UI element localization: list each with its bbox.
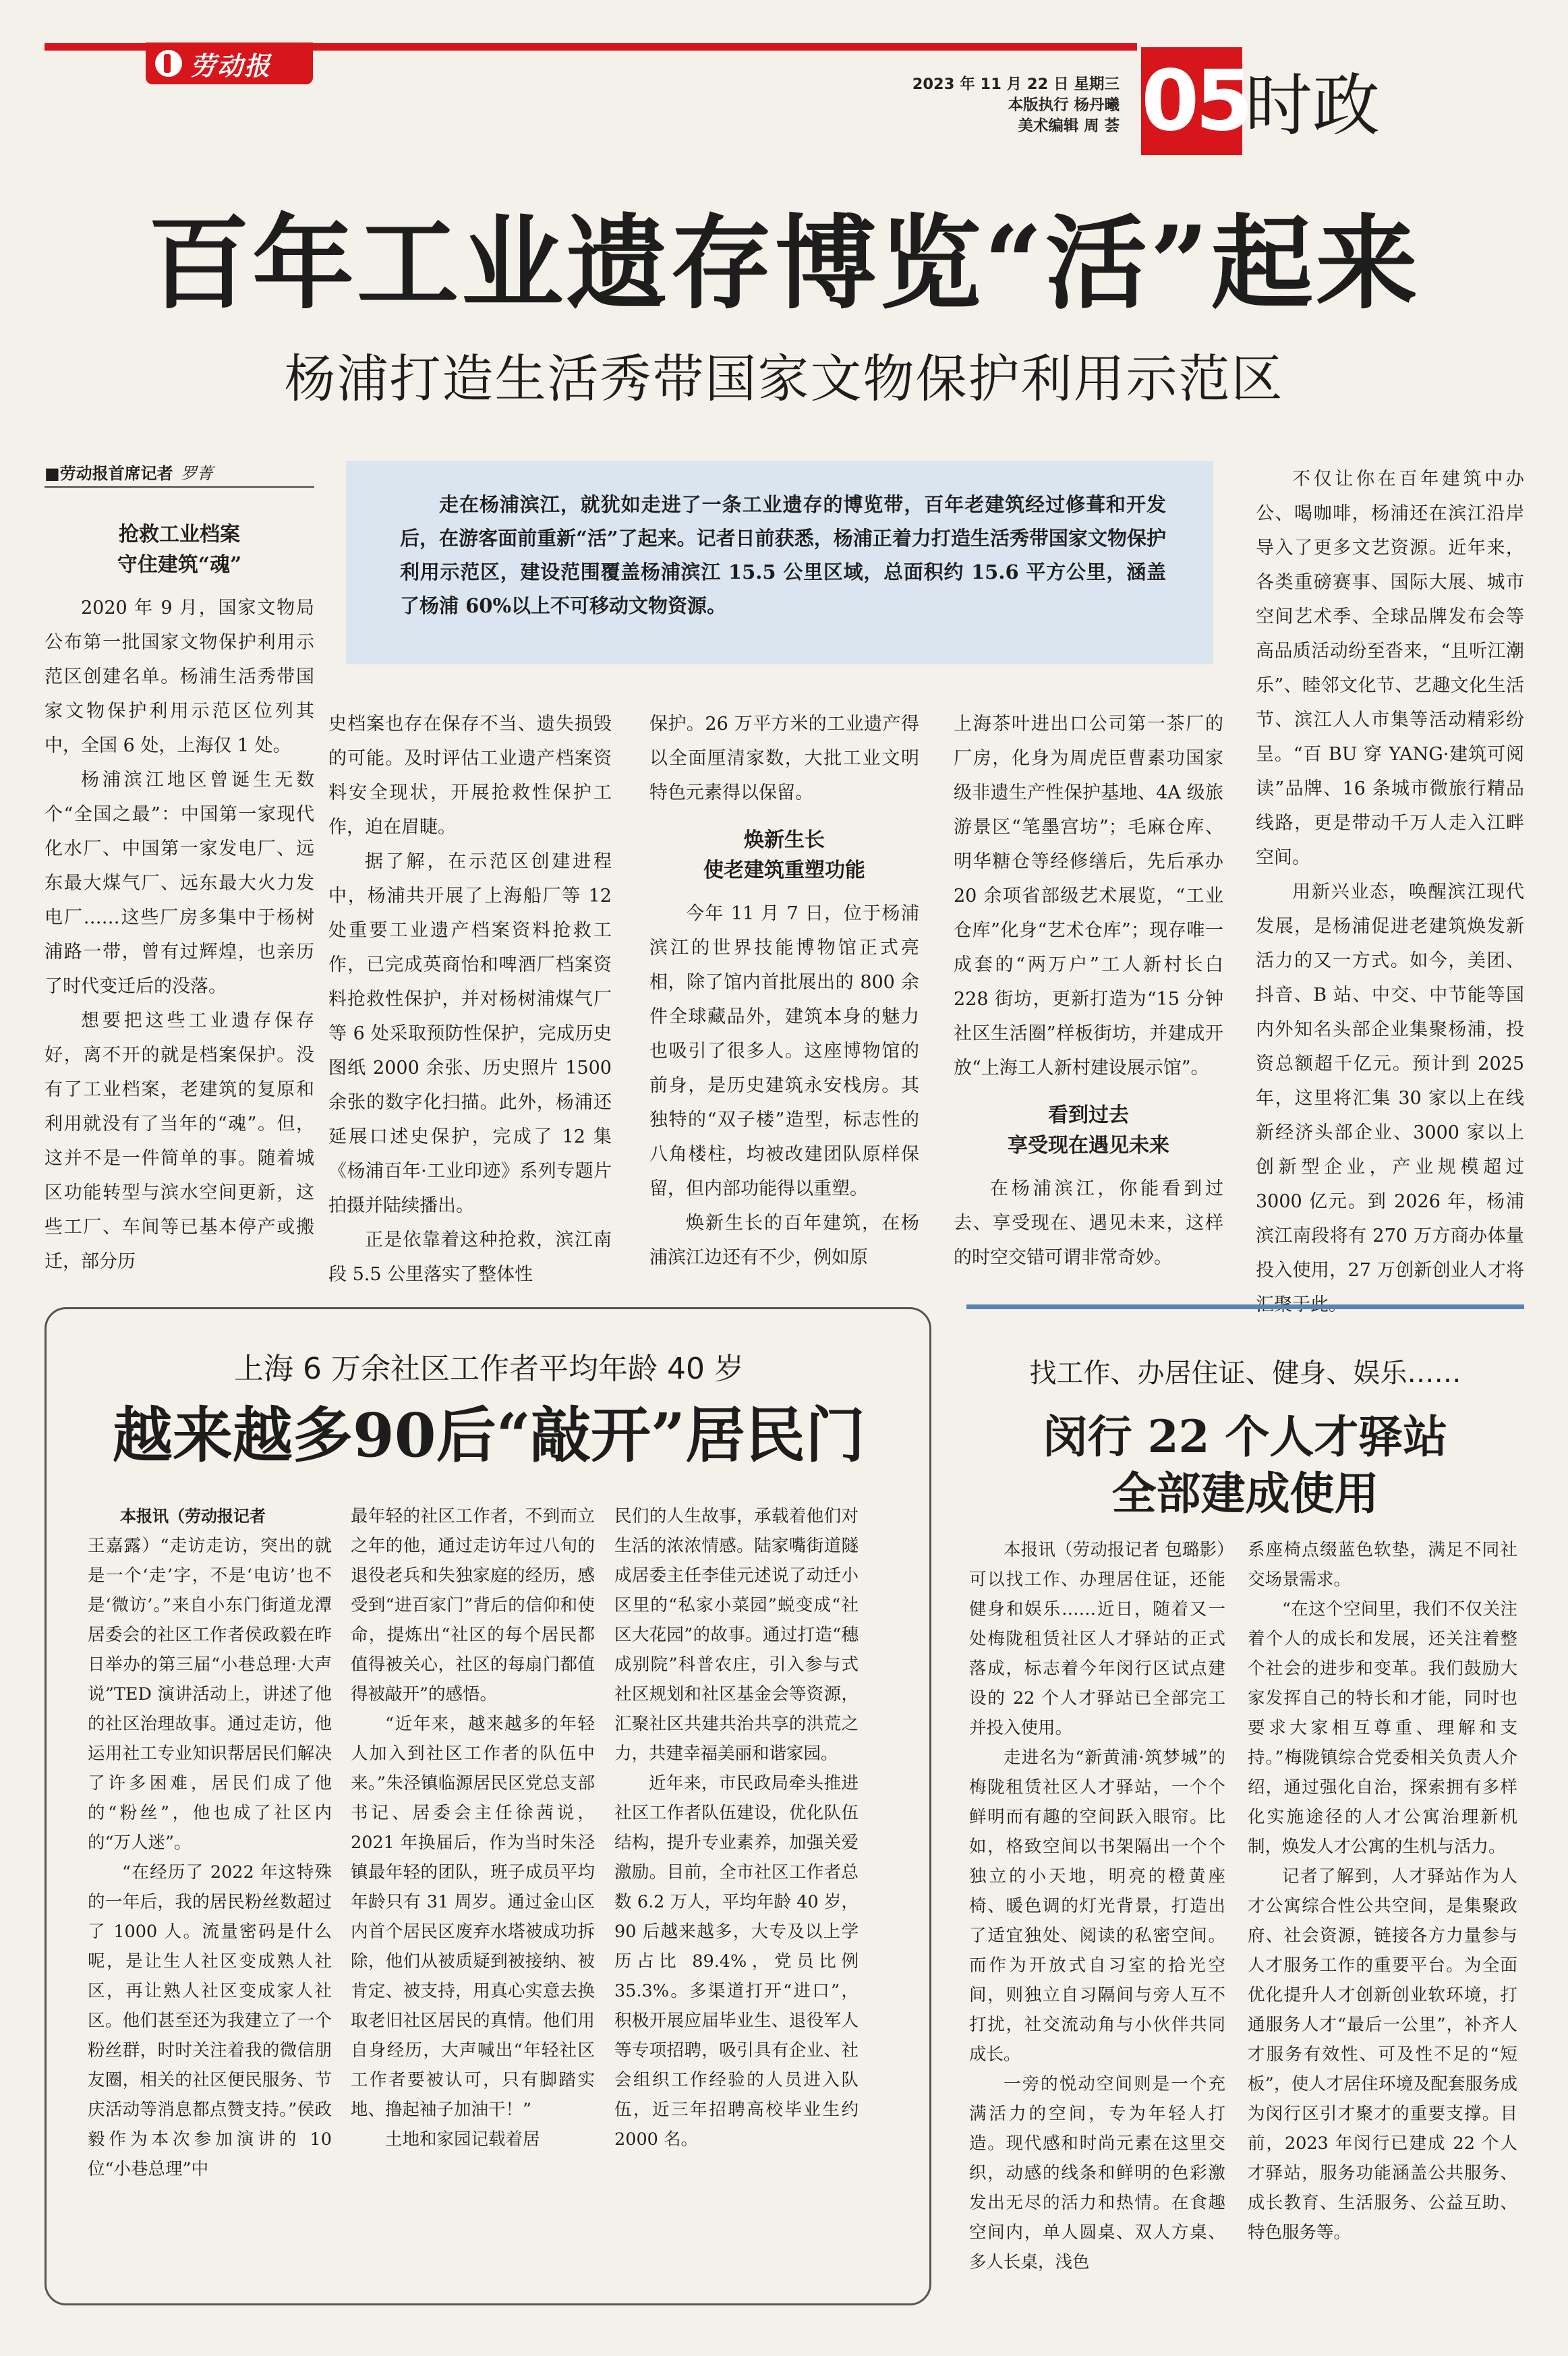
paragraph: 焕新生长的百年建筑，在杨浦滨江边还有不少，例如原 (649, 1213, 919, 1268)
paragraph: 近年来，市民政局牵头推进社区工作者队伍建设，优化队伍结构，提升专业素养，加强关爱激励。目前，全市社区工作者总数 6.2 万人，平均年龄 40 岁，90 后越来越多，大专及以上学历占比 89.4%，党员比例 35.3%。多渠道打开“进口”，积极开展应届毕业生、退役军人等专项招聘，吸引具有企业、社会组织工作经验的人员进入队伍，近三年招聘高校毕业生约 2000 名。 (614, 1773, 859, 2150)
art-editor: 美术编辑 周 荟 (1018, 117, 1120, 135)
paragraph: 在杨浦滨江，你能看到过去、享受现在、遇见未来，这样的时空交错可谓非常奇妙。 (954, 1178, 1223, 1268)
paragraph: 土地和家园记载着居 (385, 2129, 540, 2150)
paragraph: 正是依靠着这种抢救，滨江南段 5.5 公里落实了整体性 (328, 1230, 612, 1285)
col1-subhead: 抢救工业档案 守住建筑“魂” (117, 523, 242, 577)
paragraph: 王嘉露）“走访走访，突出的就是一个‘走’字，不是‘电访’也不是‘微访’。”来自小东门街道龙潭居委会的社区工作者侯政毅在昨日举办的第三届“小巷总理·大声说”TED 演讲活动上，讲述了他的社区治理故事。通过走访，他运用社工专业知识帮居民们解决了许多困难，居民们成了他的“粉丝”，他也成了社区内的“万人迷”。 (88, 1536, 332, 1853)
byline-name: 罗菁 (180, 464, 213, 483)
subheadline: 杨浦打造生活秀带国家文物保护利用示范区 (284, 349, 1284, 409)
date: 2023 年 11 月 22 日 星期三 (912, 76, 1120, 93)
headline: 百年工业遗存博览“活”起来 (148, 203, 1420, 323)
paragraph: 一旁的悦动空间则是一个充满活力的空间，专为年轻人打造。现代感和时尚元素在这里交织，动感的线条和鲜明的色彩激发出无尽的活力和热情。在食趣空间内，单人圆桌、双人方桌、多人长桌，浅色 (969, 2074, 1225, 2272)
paragraph: “在这个空间里，我们不仅关注着个人的成长和发展，还关注着整个社会的进步和变革。我们鼓励大家发挥自己的特长和才能，同时也要求大家相互尊重、理解和支持。”梅陇镇综合党委相关负责人介绍，通过强化自治，探索拥有多样化实施途径的人才公寓治理新机制，焕发人才公寓的生机与活力。 (1248, 1599, 1517, 1857)
header-info (897, 74, 1120, 137)
story3-title: 闵行 22 个人才驿站 全部建成使用 (1043, 1410, 1448, 1520)
paper-name: 劳动报 (190, 50, 272, 81)
paragraph: 记者了解到，人才驿站作为人才公寓综合性公共空间，是集聚政府、社会资源，链接各方力量参与人才服务工作的重要平台。为全面优化提升人才创新创业软环境，打通服务人才“最后一公里”，补齐人才服务有效性、可及性不足的“短板”，使人才居住环境及配套服务成为闵行区引才聚才的重要支撑。目前，2023 年闵行已建成 22 个人才驿站，服务功能涵盖公共服务、成长教育、生活服务、公益互助、特色服务等。 (1248, 1866, 1517, 2243)
paragraph: 系座椅点缀蓝色软垫，满足不同社交场景需求。 (1248, 1540, 1517, 1590)
paragraph: 本报讯（劳动报记者 包璐影）可以找工作、办理居住证，还能健身和娱乐……近日，随着又一处梅陇租赁社区人才驿站的正式落成，标志着今年闵行区试点建设的 22 个人才驿站已全部完工并投入使用。 (969, 1540, 1225, 1738)
lead-box (346, 461, 1213, 664)
page-number: 05 (1141, 47, 1242, 155)
paragraph: “在经历了 2022 年这特殊的一年后，我的居民粉丝数超过了 1000 人。流量密码是什么呢，是让生人社区变成熟人社区，再让熟人社区变成家人社区。他们甚至还为我建立了一个粉丝群，时时关注着我的微信朋友圈，相关的社区便民服务、节庆活动等消息都点赞支持。”侯政毅作为本次参加演讲的 10 位“小巷总理”中 (88, 1862, 332, 2179)
lead-text: 走在杨浦滨江，就犹如走进了一条工业遗存的博览带，百年老建筑经过修葺和开发后，在游客面前重新“活”了起来。记者日前获悉，杨浦正着力打造生活秀带国家文物保护利用示范区，建设范围覆盖杨浦滨江 15.5 公里区域，总面积约 15.6 平方公里，涵盖了杨浦 60%以上不可移动文物资源。 (400, 493, 1166, 617)
paragraph: 据了解，在示范区创建进程中，杨浦共开展了上海船厂等 12 处重要工业遗产档案资料抢救工作，已完成英商怡和啤酒厂档案资料抢救性保护，并对杨树浦煤气厂等 6 处采取预防性保护，完成历史图纸 2000 余张、历史照片 1500 余张的数字化扫描。此外，杨浦还延展口述史保护，完成了 12 集《杨浦百年·工业印迹》系列专题片拍摄并陆续播出。 (328, 851, 612, 1216)
story1-col5 (1256, 462, 1524, 1322)
story1-col4 (954, 707, 1223, 1275)
paragraph: 保护。26 万平方米的工业遗产得以全面厘清家数，大批工业文明特色元素得以保留。 (649, 714, 919, 803)
story2-kicker: 上海 6 万余社区工作者平均年龄 40 岁 (234, 1352, 744, 1386)
col3-subhead: 焕新生长 使老建筑重塑功能 (703, 828, 865, 882)
story2-col2 (351, 1501, 595, 2154)
section-name: 时政 (1245, 66, 1380, 145)
paragraph: 史档案也存在保存不当、遗失损毁的可能。及时评估工业遗产档案资料安全现状，开展抢救性保护工作，迫在眉睫。 (328, 714, 612, 838)
story2-col1 (88, 1501, 332, 2184)
story3-col1 (969, 1535, 1225, 2277)
paragraph: 想要把这些工业遗存保存好，离不开的就是档案保护。没有了工业档案，老建筑的复原和利用就没有了当年的“魂”。但，这并不是一件简单的事。随着城区功能转型与滨水空间更新，这些工厂、车间等已基本停产或搬迁，部分历 (45, 1010, 314, 1272)
paragraph: 今年 11 月 7 日，位于杨浦滨江的世界技能博物馆正式亮相，除了馆内首批展出的 800 余件全球藏品外，建筑本身的魅力也吸引了很多人。这座博物馆的前身，是历史建筑永安栈房。其独特的“双子楼”造型，标志性的八角楼柱，均被改建团队原样保留，但内部功能得以重塑。 (649, 903, 919, 1199)
story3-col2 (1248, 1535, 1517, 2247)
col4-subhead: 看到过去 享受现在遇见未来 (1008, 1103, 1169, 1157)
story1-col3 (649, 707, 919, 1275)
story1-col2 (328, 707, 612, 1292)
story3-top-rule (966, 1304, 1524, 1309)
story3-kicker: 找工作、办居住证、健身、娱乐…… (1029, 1358, 1461, 1389)
paragraph: 上海茶叶进出口公司第一茶厂的厂房，化身为周虎臣曹素功国家级非遗生产性保护基地、4A 级旅游景区“笔墨宫坊”；毛麻仓库、明华糖仓等经修缮后，先后承办 20 余项省部级艺术展览，“工业仓库”化身“艺术仓库”；现存唯一成套的“两万户”工人新村长白 228 街坊，更新打造为“15 分钟社区生活圈”样板街坊，并建成开放“上海工人新村建设展示馆”。 (954, 714, 1223, 1079)
story1-col1 (45, 506, 314, 1279)
paragraph: 最年轻的社区工作者，不到而立之年的他，通过走访年过八旬的退役老兵和失独家庭的经历，感受到“进百家门”背后的信仰和使命，提炼出“社区的每个居民都值得被关心，社区的每扇门都值得被敲开”的感悟。 (351, 1506, 595, 1704)
paragraph: 2020 年 9 月，国家文物局公布第一批国家文物保护利用示范区创建名单。杨浦生活秀带国家文物保护利用示范区位列其中，全国 6 处，上海仅 1 处。 (45, 598, 314, 756)
byline (45, 460, 314, 488)
paragraph: “近年来，越来越多的年轻人加入到社区工作者的队伍中来。”朱泾镇临源居民区党总支部书记、居委会主任徐茜说，2021 年换届后，作为当时朱泾镇最年轻的团队，班子成员平均年龄只有 31 周岁。通过金山区内首个居民区废弃水塔被成功拆除，他们从被质疑到被接纳、被肯定、被支持，用真心实意去换取老旧社区居民的真情。他们用自身经历，大声喊出“年轻社区工作者要被认可，只有脚踏实地、撸起袖子加油干！” (351, 1714, 595, 2120)
story2-title: 越来越多90后“敲开”居民门 (112, 1400, 866, 1470)
editor: 本版执行 杨丹曦 (1008, 96, 1120, 114)
paper-logo (146, 42, 313, 84)
paragraph: 民们的人生故事，承载着他们对生活的浓浓情感。陆家嘴街道隧成居委主任李佳元述说了动迁小区里的“私家小菜园”蜕变成“社区大花园”的故事。通过打造“穗成别院”科普农庄，引入参与式社区规划和社区基金会等资源，汇聚社区共建共治共享的洪荒之力，共建幸福美丽和谐家园。 (614, 1506, 859, 1764)
paragraph: 用新兴业态，唤醒滨江现代发展，是杨浦促进老建筑焕发新活力的又一方式。如今，美团、抖音、B 站、中交、中节能等国内外知名头部企业集聚杨浦，投资总额超千亿元。预计到 2025 年，这里将汇集 30 家以上在线新经济头部企业、3000 家以上创新型企业，产业规模超过 3000 亿元。到 2026 年，杨浦滨江南段将有 270 万方商办体量投入使用，27 万创新创业人才将 (1256, 882, 1524, 1281)
logo-mark-icon (155, 50, 182, 77)
paragraph: 走进名为“新黄浦·筑梦城”的梅陇租赁社区人才驿站，一个个鲜明而有趣的空间跃入眼帘。比如，格致空间以书架隔出一个个独立的小天地，明亮的橙黄座椅、暖色调的灯光背景，打造出了适宜独处、阅读的私密空间。而作为开放式自习室的拾光空间，则独立自习隔间与旁人互不打扰，社交流动角与小伙伴共同成长。 (969, 1748, 1225, 2065)
paragraph: 杨浦滨江地区曾诞生无数个“全国之最”：中国第一家现代化水厂、中国第一家发电厂、远东最大煤气厂、远东最大火力发电厂……这些厂房多集中于杨树浦路一带，曾有过辉煌，也亲历了时代变迁后的没落。 (45, 770, 314, 997)
paragraph: 不仅让你在百年建筑中办公、喝咖啡，杨浦还在滨江沿岸导入了更多文艺资源。近年来，各类重磅赛事、国际大展、城市空间艺术季、全球品牌发布会等高品质活动纷至沓来，“且听江潮乐”、睦邻文化节、艺趣文化生活节、滨江人人市集等活动精彩纷呈。“百 BU 穿 YANG·建筑可阅读”品牌、16 条城市微旅行精品线路，更是带动千万人走入江畔空间。 (1256, 469, 1524, 868)
story2-byline: 本报讯（劳动报记者 (120, 1507, 266, 1526)
byline-label: ■劳动报首席记者 (45, 464, 173, 483)
story2-col3 (614, 1501, 859, 2154)
